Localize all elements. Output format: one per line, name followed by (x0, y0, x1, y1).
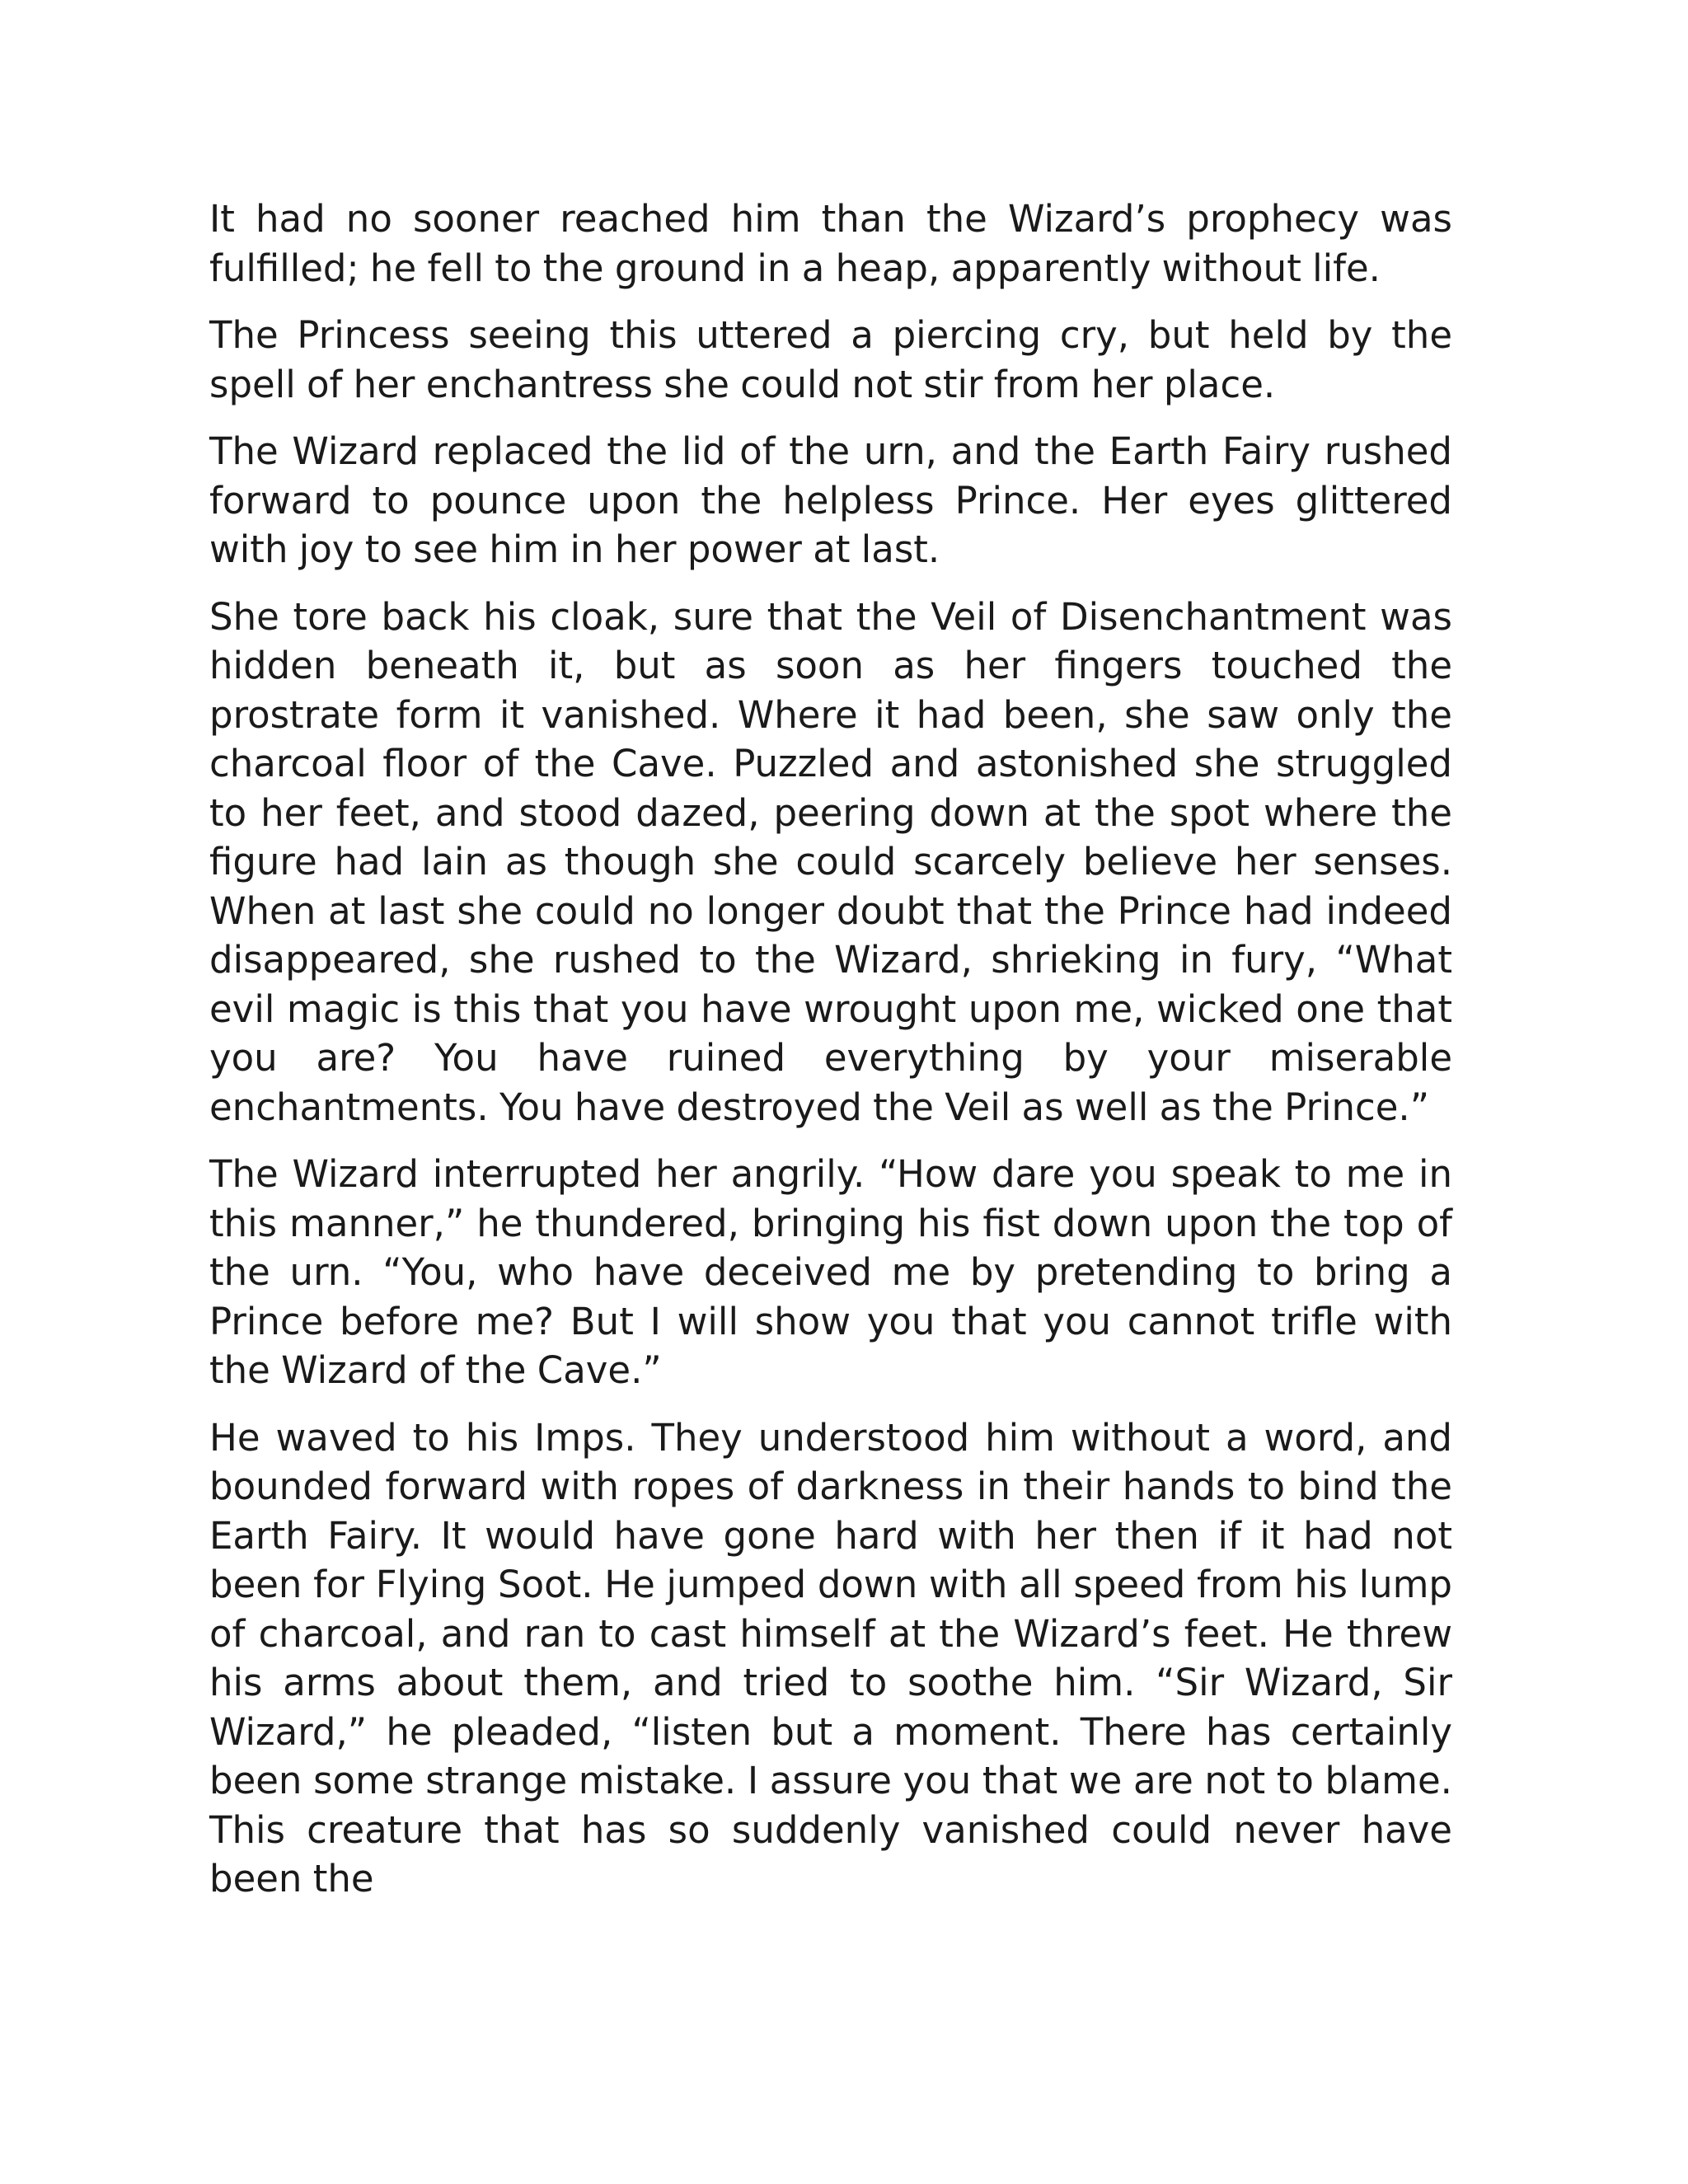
paragraph: The Wizard replaced the lid of the urn, and the Earth Fairy rushed forward to pounce upon the helpless Prince. Her eyes glittered with joy to see him in her power at last. (209, 429, 1452, 571)
paragraph: The Princess seeing this uttered a piercing cry, but held by the spell of her enchantress she could not stir from her place. (209, 313, 1452, 406)
paragraph: The Wizard interrupted her angrily. “How dare you speak to me in this manner,” he thundered, bringing his fist down upon the top of the urn. “You, who have deceived me by pretending to bring a Prince before me? But I will show you that you cannot trifle with the Wizard of the Cave.” (209, 1152, 1452, 1392)
paragraph: It had no sooner reached him than the Wizard’s prophecy was fulfilled; he fell to the ground in a heap, apparently without life. (209, 197, 1452, 290)
paragraph: He waved to his Imps. They understood him without a word, and bounded forward with ropes of darkness in their hands to bind the Earth Fairy. It would have gone hard with her then if it had not been for Flying Soot. He jumped down with all speed from his lump of charcoal, and ran to cast himself at the Wizard’s feet. He threw his arms about them, and tried to soothe him. “Sir Wizard, Sir Wizard,” he pleaded, “listen but a moment. There has certainly been some strange mistake. I assure you that we are not to blame. This creature that has so suddenly vanished could never have been the (209, 1415, 1452, 1900)
body-text (209, 194, 1452, 1922)
paragraph: She tore back his cloak, sure that the Veil of Disenchantment was hidden beneath it, but as soon as her fingers touched the prostrate form it vanished. Where it had been, she saw only the charcoal floor of the Cave. Puzzled and astonished she struggled to her feet, and stood dazed, peering down at the spot where the figure had lain as though she could scarcely believe her senses. When at last she could no longer doubt that the Prince had indeed disappeared, she rushed to the Wizard, shrieking in fury, “What evil magic is this that you have wrought upon me, wicked one that you are? You have ruined everything by your miserable enchantments. You have destroyed the Veil as well as the Prince.” (209, 594, 1452, 1129)
